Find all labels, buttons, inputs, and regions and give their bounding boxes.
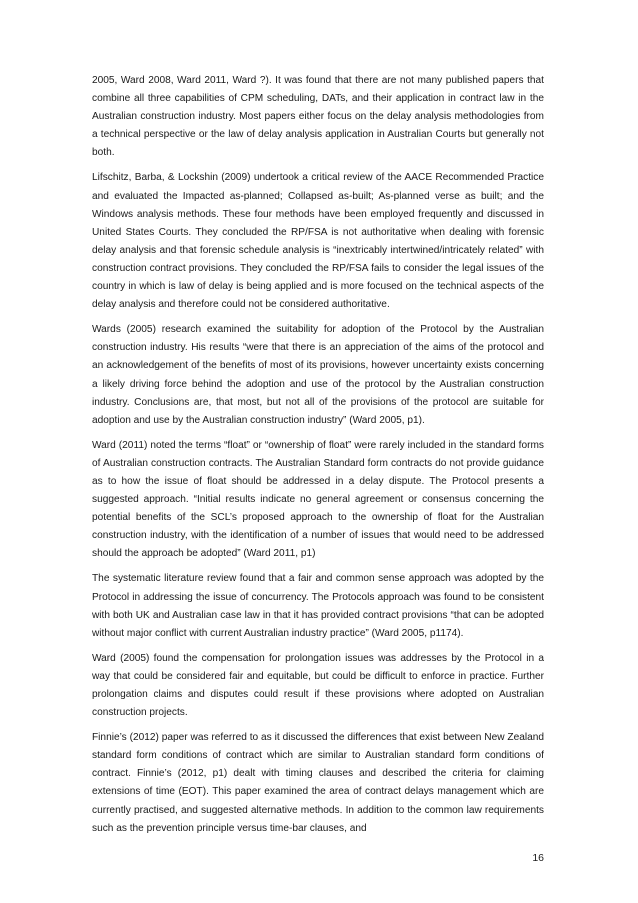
paragraph: Ward (2005) found the compensation for prolongation issues was addresses by the Protocol in a way that could be considered fair and equitable, but could be difficult to enforce in practice. Further prolongation claims and disputes could result if these provisions where adopted on Australian construction projects. [92,652,544,719]
paragraph: Finnie’s (2012) paper was referred to as it discussed the differences that exist between New Zealand standard form conditions of contract which are similar to Australian standard form conditions of contract. Finnie’s (2012, p1) dealt with timing clauses and described the criteria for claiming extensions of time (EOT). This paper examined the area of contract delays management which are currently practised, and suggested alternative methods. In addition to the common law requirements such as the prevention principle versus time-bar clauses, and [92,732,544,834]
page-number: 16 [532,852,544,864]
paragraph: 2005, Ward 2008, Ward 2011, Ward ?). It was found that there are not many published papers that combine all three capabilities of CPM scheduling, DATs, and their application in contract law in the Australian construction industry. Most papers either focus on the delay analysis methodologies from a technical perspective or the law of delay analysis application in Australian Courts but generally not both. [92,75,544,159]
paragraph: Ward (2011) noted the terms “float” or “ownership of float” were rarely included in the standard forms of Australian construction contracts. The Australian Standard form contracts do not provide guidance as to how the issue of float should be addressed in a delay dispute. The Protocol presents a suggested approach. “Initial results indicate no general agreement or consensus concerning the potential benefits of the SCL’s proposed approach to the ownership of float for the Australian construction industry, with the identification of a number of issues that would need to be addressed should the approach be adopted” (Ward 2011, p1) [92,439,544,560]
paragraph: Wards (2005) research examined the suitability for adoption of the Protocol by the Australian construction industry. His results “were that there is an appreciation of the aims of the protocol and an acknowledgement of the benefits of most of its provisions, however uncertainty exists concerning a likely driving force behind the adoption and use of the protocol by the Australian construction industry. Conclusions are, that most, but not all of the provisions of the protocol are suitable for adoption and use by the Australian construction industry” (Ward 2005, p1). [92,324,544,426]
body-text [92,72,544,845]
paragraph: Lifschitz, Barba, & Lockshin (2009) undertook a critical review of the AACE Recommended Practice and evaluated the Impacted as-planned; Collapsed as-built; As-planned verse as built; and the Windows analysis methods. These four methods have been employed frequently and discussed in United States Courts. They concluded the RP/FSA is not authoritative when dealing with forensic delay analysis and that forensic schedule analysis is “inextricably intertwined/intricately related” with construction contract provisions. They concluded the RP/FSA fails to consider the legal issues of the country in which is law of delay is being applied and is more focused on the technical aspects of the delay analysis and therefore could not be considered authoritative. [92,172,544,311]
paragraph: The systematic literature review found that a fair and common sense approach was adopted by the Protocol in addressing the issue of concurrency. The Protocols approach was found to be consistent with both UK and Australian case law in that it has provided contract provisions “that can be adopted without major conflict with current Australian industry practice” (Ward 2005, p1174). [92,573,544,639]
